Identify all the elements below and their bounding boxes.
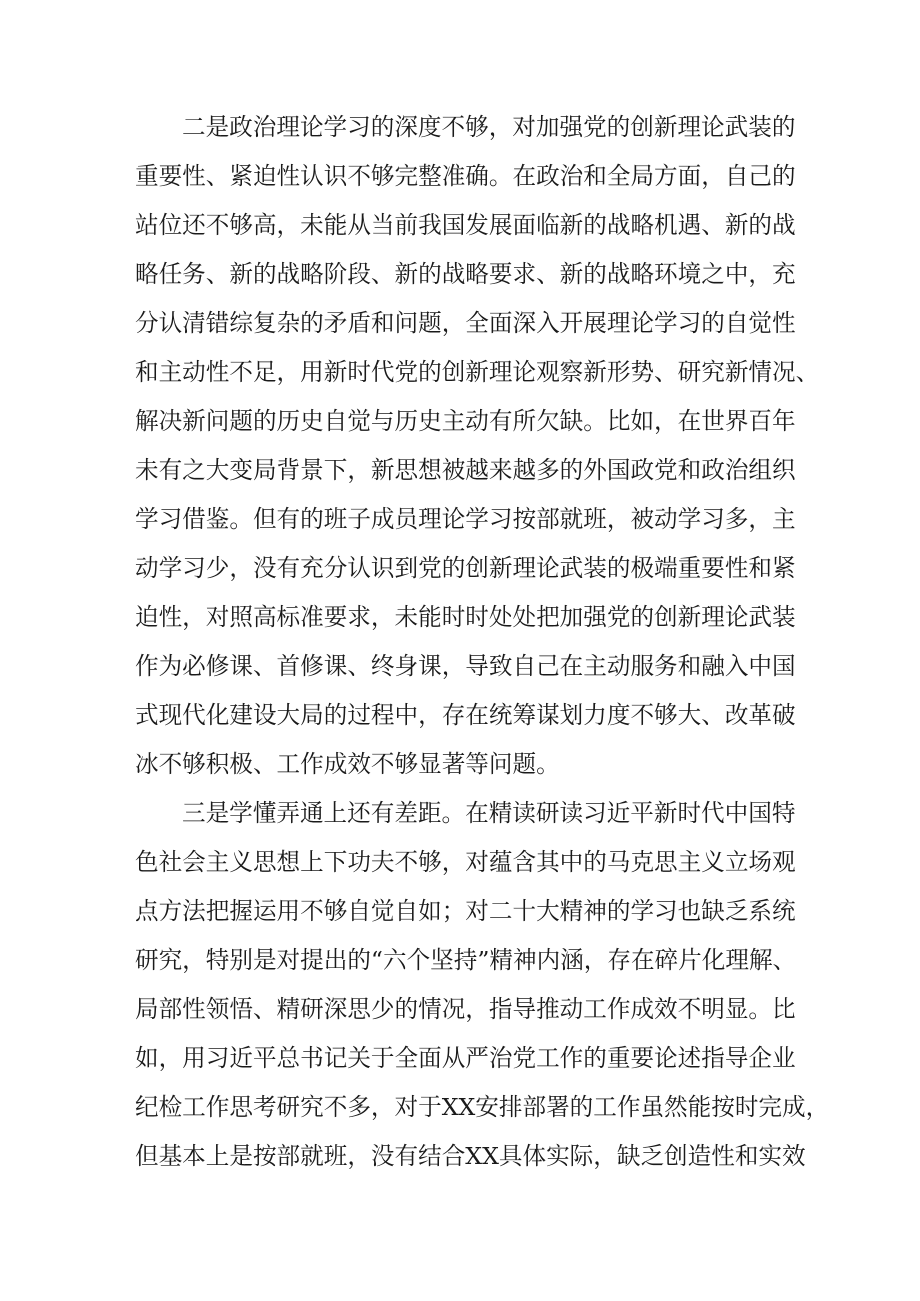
paragraph-line: 解决新问题的历史自觉与历史主动有所欠缺。比如，在世界百年 [135,407,796,435]
paragraph-line: 分认清错综复杂的矛盾和问题，全面深入开展理论学习的自觉性 [135,309,796,337]
paragraph-line: 三是学懂弄通上还有差距。在精读研读习近平新时代中国特 [182,799,796,827]
paragraph-line: 式现代化建设大局的过程中，存在统筹谋划力度不够大、改革破 [135,701,796,729]
paragraph-line: 略任务、新的战略阶段、新的战略要求、新的战略环境之中，充 [135,260,796,288]
paragraph-line: 纪检工作思考研究不多，对于XX安排部署的工作虽然能按时完成， [135,1093,830,1121]
paragraph-line: 冰不够积极、工作成效不够显著等问题。 [135,750,560,778]
paragraph-line: 点方法把握运用不够自觉自如；对二十大精神的学习也缺乏系统 [135,897,796,925]
paragraph-line: 动学习少，没有充分认识到党的创新理论武装的极端重要性和紧 [135,554,796,582]
document-body [135,103,830,1181]
paragraph-line: 未有之大变局背景下，新思想被越来越多的外国政党和政治组织 [135,456,796,484]
paragraph-line: 重要性、紧迫性认识不够完整准确。在政治和全局方面，自己的 [135,162,796,190]
paragraph-line: 研究，特别是对提出的“六个坚持”精神内涵，存在碎片化理解、 [135,946,797,974]
paragraph-line: 学习借鉴。但有的班子成员理论学习按部就班，被动学习多，主 [135,505,796,533]
paragraph-line: 二是政治理论学习的深度不够，对加强党的创新理论武装的 [182,113,796,141]
paragraph-line: 站位还不够高，未能从当前我国发展面临新的战略机遇、新的战 [135,211,796,239]
paragraph-line: 和主动性不足，用新时代党的创新理论观察新形势、研究新情况、 [135,358,820,386]
paragraph-understanding-gap [135,789,830,1181]
paragraph-line: 局部性领悟、精研深思少的情况，指导推动工作成效不明显。比 [135,995,796,1023]
paragraph-political-theory-depth [135,103,820,789]
paragraph-line: 但基本上是按部就班，没有结合XX具体实际，缺乏创造性和实效 [135,1142,806,1170]
paragraph-line: 如，用习近平总书记关于全面从严治党工作的重要论述指导企业 [135,1044,796,1072]
paragraph-line: 色社会主义思想上下功夫不够，对蕴含其中的马克思主义立场观 [135,848,796,876]
paragraph-line: 迫性，对照高标准要求，未能时时处处把加强党的创新理论武装 [135,603,796,631]
paragraph-line: 作为必修课、首修课、终身课，导致自己在主动服务和融入中国 [135,652,796,680]
